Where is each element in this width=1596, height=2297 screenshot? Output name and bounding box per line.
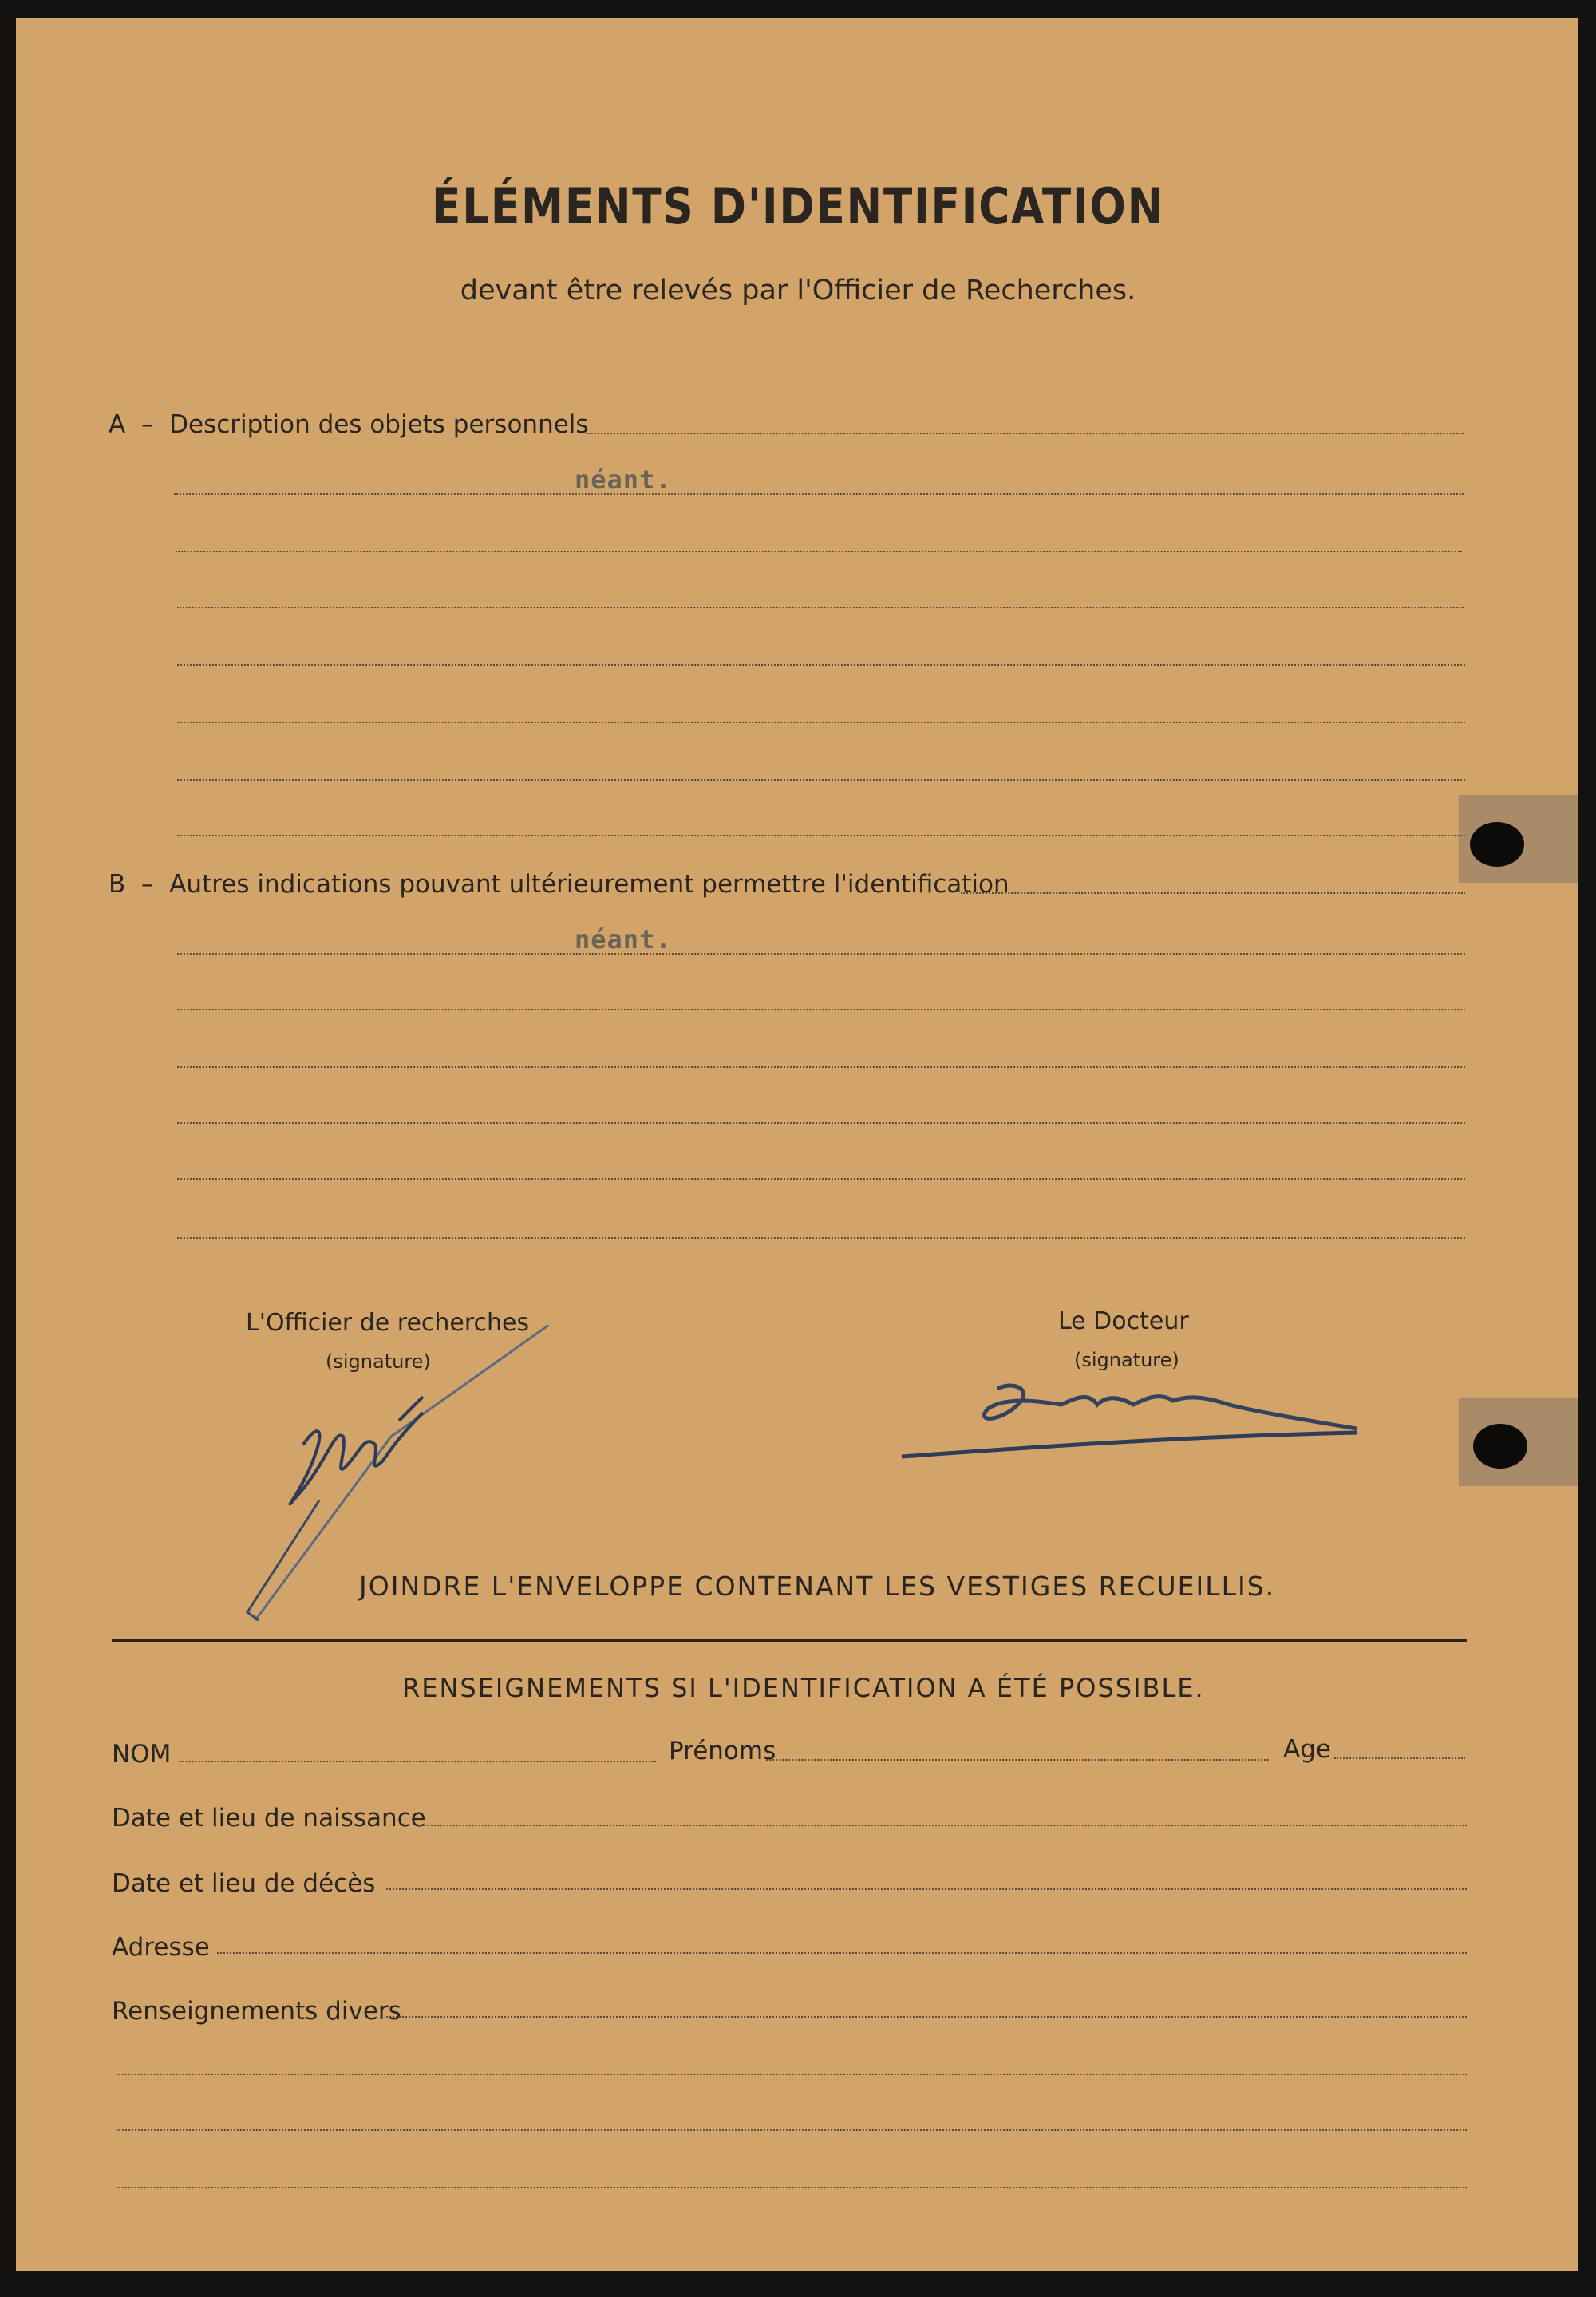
form-sheet bbox=[16, 18, 1578, 2271]
section-a-typed-value: néant. bbox=[575, 465, 672, 495]
section-a-letter: A bbox=[109, 410, 126, 439]
nom-label: NOM bbox=[112, 1740, 172, 1769]
section-a-line bbox=[176, 551, 1462, 552]
section-a-line bbox=[177, 607, 1464, 608]
section-a-line bbox=[177, 664, 1465, 666]
section-b-line bbox=[961, 892, 1465, 894]
section-a-line bbox=[177, 722, 1465, 723]
section-a-line bbox=[586, 433, 1464, 434]
doctor-signature bbox=[894, 1365, 1373, 1469]
section-a-header bbox=[109, 410, 589, 439]
section-a-dash: – bbox=[140, 410, 154, 439]
section-a-label: Description des objets personnels bbox=[169, 410, 589, 439]
section-b-line bbox=[177, 1066, 1465, 1068]
section-b-header bbox=[109, 870, 1009, 899]
section-b-line bbox=[177, 953, 1465, 955]
age-line bbox=[1334, 1757, 1465, 1759]
section-b-letter: B bbox=[109, 870, 126, 899]
enclosure-instruction: JOINDRE L'ENVELOPPE CONTENANT LES VESTIGES RECUEILLIS. bbox=[359, 1571, 1276, 1602]
officer-signature-note: (signature) bbox=[326, 1350, 431, 1373]
section-b-label: Autres indications pouvant ultérieurement permettre l'identification bbox=[169, 870, 1009, 899]
prenoms-label: Prénoms bbox=[669, 1737, 776, 1765]
deces-line bbox=[386, 1888, 1467, 1890]
doctor-signature-note: (signature) bbox=[1074, 1349, 1179, 1371]
prenoms-line bbox=[766, 1759, 1269, 1761]
deces-label: Date et lieu de décès bbox=[112, 1869, 376, 1898]
doctor-title: Le Docteur bbox=[1058, 1307, 1189, 1335]
divers-line bbox=[117, 2074, 1467, 2075]
section-b-line bbox=[177, 1009, 1465, 1010]
officer-title: L'Officier de recherches bbox=[246, 1309, 530, 1337]
divers-label: Renseignements divers bbox=[112, 1997, 401, 2026]
section-a-line bbox=[177, 779, 1465, 781]
adresse-line bbox=[217, 1952, 1467, 1954]
section-b-dash: – bbox=[141, 870, 154, 899]
form-subtitle: devant être relevés par l'Officier de Recherches. bbox=[460, 275, 1136, 306]
divers-line bbox=[386, 2016, 1467, 2018]
divers-line bbox=[117, 2129, 1467, 2131]
section-a-line bbox=[174, 493, 1464, 495]
naissance-line bbox=[418, 1825, 1467, 1826]
punch-hole bbox=[1473, 1424, 1527, 1469]
age-label: Age bbox=[1283, 1735, 1331, 1764]
adresse-label: Adresse bbox=[112, 1933, 210, 1962]
punch-hole bbox=[1470, 822, 1524, 867]
section-b-line bbox=[177, 1237, 1465, 1239]
naissance-label: Date et lieu de naissance bbox=[112, 1804, 426, 1832]
section-b-line bbox=[177, 1178, 1465, 1180]
section-b-line bbox=[177, 1122, 1465, 1124]
identification-heading: RENSEIGNEMENTS SI L'IDENTIFICATION A ÉTÉ POSSIBLE. bbox=[402, 1673, 1205, 1703]
form-title: ÉLÉMENTS D'IDENTIFICATION bbox=[432, 177, 1164, 235]
nom-line bbox=[180, 1761, 656, 1762]
section-a-line bbox=[177, 835, 1465, 836]
section-divider bbox=[112, 1639, 1467, 1642]
divers-line bbox=[117, 2187, 1467, 2188]
section-b-typed-value: néant. bbox=[575, 924, 672, 955]
